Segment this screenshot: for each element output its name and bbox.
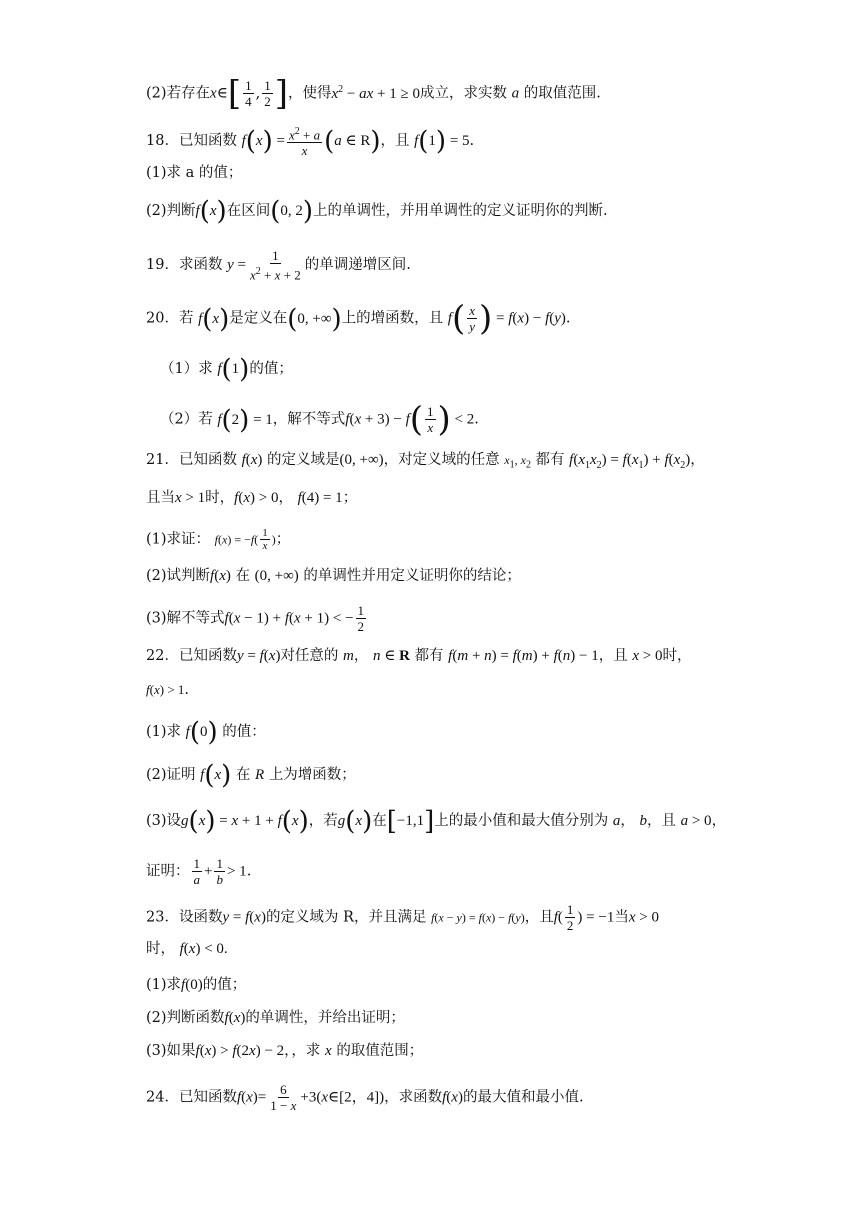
text: 且当 (146, 490, 175, 506)
q21-part3: (3)解不等式f(x − 1) + f(x + 1) < − $\frac{1}{2}$ (146, 603, 365, 634)
text: ，且 (524, 909, 554, 926)
q22-stem: 22．已知函数y = f(x)对任意的 m， n ∈ R 都有 f(m + n) = f(m) + f(n) − 1，且 x > 0时， (146, 648, 692, 664)
text: ，若 (308, 813, 338, 829)
text: 对任意的 (280, 648, 339, 664)
text: 上的单调性，并用单调性的定义证明你的判断. (313, 203, 608, 219)
text: ，且 (646, 813, 676, 829)
text: (2)判断 (146, 203, 196, 219)
text: 都有 (535, 452, 565, 468)
text: ，求 (291, 1043, 321, 1059)
text: 18．已知函数 (146, 133, 237, 150)
q21-line2: 且当x > 1时，f(x) > 0， f(4) = 1； (146, 490, 358, 506)
text: 的值； (202, 977, 247, 993)
text: 的值； (249, 361, 293, 377)
q23-part2: (2)判断函数f(x)的单调性，并给出证明； (146, 1010, 405, 1026)
text: 22．已知函数 (146, 648, 237, 664)
text: 时， (205, 490, 235, 506)
text: 成立，求实数 (419, 85, 507, 102)
q22-part1: (1)求 f(0) 的值： (146, 717, 266, 748)
text: (3)如果 (146, 1043, 196, 1059)
text: 在 (235, 568, 250, 584)
text: 的单调性，并给出证明； (245, 1010, 405, 1026)
text: 的定义域是 (267, 452, 340, 468)
text: （2）若 (160, 411, 213, 428)
text: 23．设函数 (146, 909, 223, 926)
text: 的值： (222, 724, 266, 740)
q23-line2: 时， f(x) < 0. (146, 941, 228, 957)
text: (2)判断函数 (146, 1010, 225, 1026)
text: ，解不等式 (272, 411, 346, 428)
text: 21．已知函数 (146, 452, 237, 468)
text: (3)设 (146, 813, 182, 829)
q20-stem: 20．若 f(x)是定义在(0, +∞)上的增函数，且 f( $\frac{x}{y}$ ) = f(x) − f(y). (146, 298, 571, 339)
q21-part2: (2)试判断f(x) 在 (0, +∞) 的单调性并用定义证明你的结论； (146, 568, 521, 584)
text: 的单调递增区间. (304, 257, 411, 274)
q22-part2: (2)证明 f(x) 在 R 上为增函数； (146, 760, 356, 791)
text: 当 (614, 909, 629, 926)
text: 20．若 (146, 310, 194, 327)
text: 在 (235, 767, 251, 783)
text: 上的增函数，且 (341, 310, 444, 327)
text: 时， (662, 648, 692, 664)
text: ，使得 (287, 85, 332, 102)
q20-part1: （1）求 f(1)的值； (160, 354, 293, 385)
text: （1）求 (160, 361, 213, 377)
q22-part3: (3)设g(x) = x + 1 + f(x)，若g(x)在[−1,1]上的最小值和最大值分别为 a， b，且 a > 0， (146, 806, 727, 837)
text: (1)求 (146, 977, 182, 993)
text: ，对定义域的任意 (383, 452, 500, 468)
q22-line2: f(x) > 1. (146, 682, 190, 698)
q24-stem: 24．已知函数f(x)= $\frac{6}{1 - x}$ +3(x∈[2，4])，求函数f(x)的最大值和最小值. (146, 1082, 584, 1113)
q18-stem: 18．已知函数 f(x) = $\frac{x^2 + a}{x}$ (a ∈ R)，且 f(1) = 5. (146, 126, 475, 159)
text: (2)证明 (146, 767, 196, 783)
q18-part1: (1)求 a 的值； (146, 165, 243, 181)
q17-part2: (2)若存在x∈[ $\frac{1}{4}$ , $\frac{1}{2}$ ]，使得$x^2$ − ax + 1 ≥ 0成立，求实数 a 的取值范围. (146, 73, 601, 114)
text: 上的最小值和最大值分别为 (434, 813, 609, 829)
text: 的定义域为 R，并且满足 (265, 909, 427, 926)
text: 的单调性并用定义证明你的结论； (303, 568, 521, 584)
text: (2)若存在 (146, 85, 211, 102)
text: 的最大值和最小值. (462, 1089, 584, 1106)
q18-part2: (2)判断f(x)在区间(0, 2)上的单调性，并用单调性的定义证明你的判断. (146, 196, 608, 227)
text: 证明： (146, 863, 190, 880)
q21-stem: 21．已知函数 f(x) 的定义域是(0, +∞)，对定义域的任意 $x_1$, $x_2$ 都有 $f(x_1x_2) = f(x_1) + f(x_2)$， (146, 452, 705, 471)
text: ，求函数 (384, 1089, 443, 1106)
text: 的取值范围. (523, 85, 601, 102)
text: 在区间 (226, 203, 271, 219)
text: 19．求函数 (146, 257, 223, 274)
q19-stem: 19．求函数 y = $\frac{1}{x^2 + x + 2}$ 的单调递增区间. (146, 248, 411, 283)
q23-stem: 23．设函数y = f(x)的定义域为 R，并且满足 f(x − y) = f(x) − f(y)，且f( $\frac{1}{2}$ ) = −1当x > 0 (146, 902, 659, 933)
q23-part1: (1)求f(0)的值； (146, 977, 247, 993)
text: (1)求 (146, 724, 182, 740)
text: 的取值范围； (336, 1043, 424, 1059)
text: (2)试判断 (146, 568, 211, 584)
text: 上为增函数； (268, 767, 356, 783)
q20-part2: （2）若 f(2) = 1，解不等式f(x + 3) − f( $\frac{1}{x}$ ) < 2. (160, 399, 479, 440)
q23-part3: (3)如果f(x) > f(2x) − 2，，求 x 的取值范围； (146, 1043, 424, 1059)
text: 时， (146, 941, 175, 957)
text: ，且 (598, 648, 628, 664)
text: ，且 (380, 133, 410, 150)
q22-prove: 证明： $\frac{1}{a}$ + $\frac{1}{b}$ > 1. (146, 856, 252, 887)
text: 都有 (414, 648, 444, 664)
text: 24．已知函数 (146, 1089, 237, 1106)
text: (1)求证： (146, 531, 211, 548)
text: 是定义在 (229, 310, 288, 327)
text: (3)解不等式 (146, 610, 225, 627)
text: 在 (372, 813, 387, 829)
q21-part1: (1)求证： f(x) = −f( $\frac{1}{x}$ )； (146, 527, 291, 552)
